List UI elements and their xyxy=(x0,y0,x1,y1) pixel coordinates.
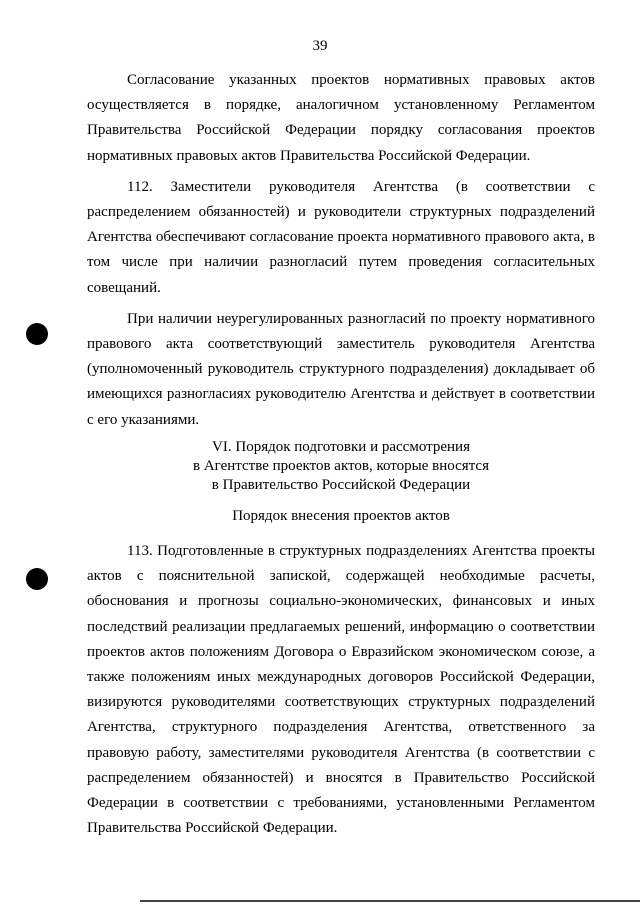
page-number: 39 xyxy=(312,38,328,54)
paragraph-113: 113. Подготовленные в структурных подразделениях Агентства проекты актов с пояснительной запиской, содержащей необходимые расчеты, обоснования и прогнозы социально-экономических, финансовых и иных последствий реализации предлагаемых решений, информацию о соответствии проектов актов положениям Договора о Евразийском экономическом союзе, а также положениям иных международных договоров Российской Федерации, визируются руководителями соответствующих структурных подразделений Агентства, структурного подразделения Агентства, ответственного за правовую работу, заместителями руководителя Агентства (в соответствии с распределением обязанностей) и вносятся в Правительство Российской Федерации в соответствии с требованиями, установленными Регламентом Правительства Российской Федерации. xyxy=(87,543,595,837)
section-heading-line-1: VI. Порядок подготовки и рассмотрения xyxy=(212,439,470,455)
section-heading-line-3: в Правительство Российской Федерации xyxy=(211,477,471,493)
punch-hole-icon xyxy=(26,568,48,590)
section-heading xyxy=(87,438,595,495)
subheading: Порядок внесения проектов актов xyxy=(232,508,450,524)
scan-edge-line xyxy=(140,900,640,902)
paragraph-disagreements: При наличии неурегулированных разногласий по проекту нормативного правового акта соответствующий заместитель руководителя Агентства (уполномоченный руководитель структурного подразделения) докладывает об имеющихся разногласиях руководителю Агентства и действует в соответствии с его указаниями. xyxy=(87,310,595,428)
paragraph-approval: Согласование указанных проектов нормативных правовых актов осуществляется в порядке, аналогичном установленному Регламентом Правительства Российской Федерации порядку согласования проектов нормативных правовых актов Правительства Российской Федерации. xyxy=(87,72,595,164)
punch-hole-icon xyxy=(26,323,48,345)
body-text-block-1 xyxy=(87,68,595,433)
section-heading-line-2: в Агентстве проектов актов, которые вносятся xyxy=(192,458,489,474)
body-text-block-2 xyxy=(87,539,595,841)
paragraph-112: 112. Заместители руководителя Агентства (в соответствии с распределением обязанностей) и руководители структурных подразделений Агентства обеспечивают согласование проекта нормативного правового акта, в том числе при наличии разногласий путем проведения согласительных совещаний. xyxy=(87,178,595,296)
